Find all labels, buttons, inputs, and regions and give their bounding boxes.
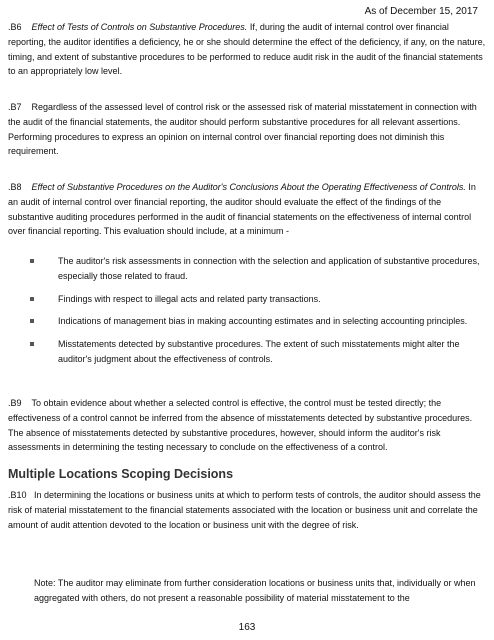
paragraph-text: Regardless of the assessed level of control risk or the assessed risk of material misstatement in connection with the audit of the financial statements, the auditor should perform substantive procedures for all relevant assertions. Performing procedures to express an opinion on internal control over financial reporting does not diminish this requirement. [8, 102, 477, 157]
paragraph-number: .B10 [8, 490, 27, 500]
paragraph-b7 [8, 100, 488, 159]
section-heading: Multiple Locations Scoping Decisions [8, 467, 234, 481]
paragraph-number: .B6 [8, 22, 22, 32]
paragraph-b6 [8, 20, 488, 79]
bullet-square-icon [30, 319, 34, 323]
bullet-text: Indications of management bias in making accounting estimates and in selecting accounting principles. [58, 316, 468, 327]
paragraph-number: .B8 [8, 182, 22, 192]
page-header-date: As of December 15, 2017 [364, 6, 478, 17]
paragraph-text: If, during the audit of internal control over financial reporting, the auditor identifies a deficiency, he or she should determine the effect of the deficiency, if any, on the nature, timing, and extent of substantive procedures to be performed to reduce audit risk in the audit of the financial statements to an appropriately low level. [8, 22, 486, 77]
paragraph-text: To obtain evidence about whether a selected control is effective, the control must be tested directly; the effectiveness of a control cannot be inferred from the absence of misstatements detected by substantive procedures. The absence of misstatements detected by substantive procedures, however, should inform the auditor's risk assessments in determining the testing necessary to conclude on the effectiveness of a control. [8, 398, 473, 453]
bullet-text: Misstatements detected by substantive procedures. The extent of such misstatements might alter the auditor's judgment about the effectiveness of controls. [58, 339, 460, 364]
list-item [30, 314, 486, 329]
paragraph-number: .B9 [8, 398, 22, 408]
paragraph-text: In determining the locations or business units at which to perform tests of controls, the auditor should assess the risk of material misstatement to the financial statements associated with the location or business unit and correlate the amount of audit attention devoted to the location or business unit with the degree of risk. [8, 490, 481, 530]
paragraph-b9 [8, 396, 488, 455]
paragraph-title: Effect of Tests of Controls on Substantive Procedures. [31, 22, 248, 32]
bullet-text: The auditor's risk assessments in connection with the selection and application of substantive procedures, especially those related to fraud. [58, 256, 480, 281]
bullet-list [30, 254, 486, 375]
bullet-square-icon [30, 259, 34, 263]
note-text: Note: The auditor may eliminate from further consideration locations or business units that, individually or when aggregated with others, do not present a reasonable possibility of material misstatement to the [34, 578, 476, 603]
paragraph-number: .B7 [8, 102, 22, 112]
paragraph-b8 [8, 180, 488, 239]
bullet-square-icon [30, 297, 34, 301]
list-item [30, 337, 486, 367]
paragraph-title: Effect of Substantive Procedures on the Auditor's Conclusions About the Operating Effectiveness of Controls. [31, 182, 466, 192]
paragraph-b10 [8, 488, 488, 532]
bullet-text: Findings with respect to illegal acts and related party transactions. [58, 293, 321, 304]
page-number: 163 [238, 622, 256, 633]
paragraph-text: In an audit of internal control over financial reporting, the auditor should evaluate the effect of the findings of the substantive auditing procedures performed in the audit of financial statements on the effectiveness of internal control over financial reporting. This evaluation should include, at a minimum - [8, 182, 476, 237]
list-item [30, 292, 486, 307]
bullet-square-icon [30, 342, 34, 346]
list-item [30, 254, 486, 284]
